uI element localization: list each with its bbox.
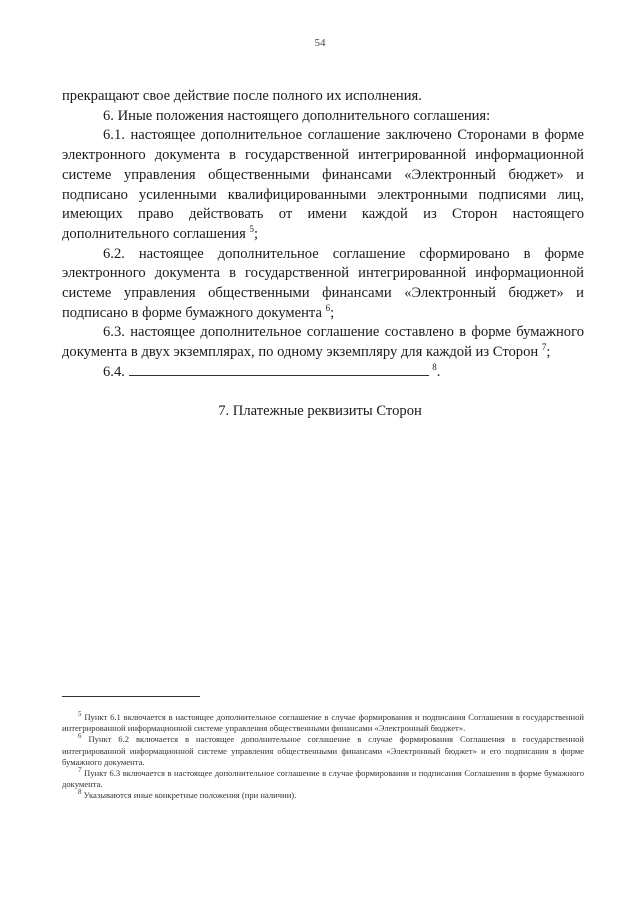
footnotes <box>62 712 584 802</box>
paragraph-continuation: прекращают свое действие после полного их исполнения. <box>62 88 422 104</box>
footnote-ref-7: 7 <box>541 342 547 353</box>
paragraph-6-4: 6.4. $^8$. <box>103 361 441 380</box>
page-number: 54 <box>314 37 326 49</box>
footnote-ref-5: 5 <box>249 224 254 235</box>
footnote-6: $^6$ Пункт 6.2 включается в настоящее дополнительное соглашение в случае формирования Соглашения в государственной интегрированной информационной системе управления общественными финансами «Электронный бюджет» и его подписания в форме бумажного документа. <box>62 732 584 767</box>
paragraph-6-2: 6.2. настоящее дополнительное соглашение сформировано в форме электронного документа в государственной интегрированной информационной системе управления общественными финансами «Электронный бюджет» и подписано в форме бумажного документа $^6$; <box>62 245 584 321</box>
paragraph-heading-6: 6. Иные положения настоящего дополнительного соглашения: <box>103 107 491 124</box>
footnote-ref-8: 8 <box>432 361 437 372</box>
footnote-8: $^8$ Указываются иные конкретные положения (при наличии). <box>78 788 297 801</box>
fill-in-blank-line[interactable] <box>129 363 429 376</box>
footnote-ref-6: 6 <box>325 302 331 313</box>
section-title: 7. Платежные реквизиты Сторон <box>218 403 422 419</box>
paragraph-6-1: 6.1. настоящее дополнительное соглашение заключено Сторонами в форме электронного документа в государственной интегрированной информационной системе управления общественными финансами «Электронный бюджет» и подписано усиленными квалифицированными электронными подписями лиц, имеющих право действовать от имени каждой из Сторон настоящего дополнительного соглашения $^5$; <box>62 127 584 242</box>
document-body <box>62 87 584 383</box>
footnote-divider <box>62 696 200 697</box>
paragraph-6-3: 6.3. настоящее дополнительное соглашение составлено в форме бумажного документа в двух экземплярах, по одному экземпляру для каждой из Сторон $^7$; <box>62 324 584 361</box>
footnote-7: $^7$ Пункт 6.3 включается в настоящее дополнительное соглашение в случае формирования и подписания Соглашения в форме бумажного документа. <box>62 766 584 790</box>
footnote-5: $^5$ Пункт 6.1 включается в настоящее дополнительное соглашение в случае формирования и подписания Соглашения в государственной интегрированной информационной системе управления общественными финансами «Электронный бюджет». <box>62 710 584 734</box>
